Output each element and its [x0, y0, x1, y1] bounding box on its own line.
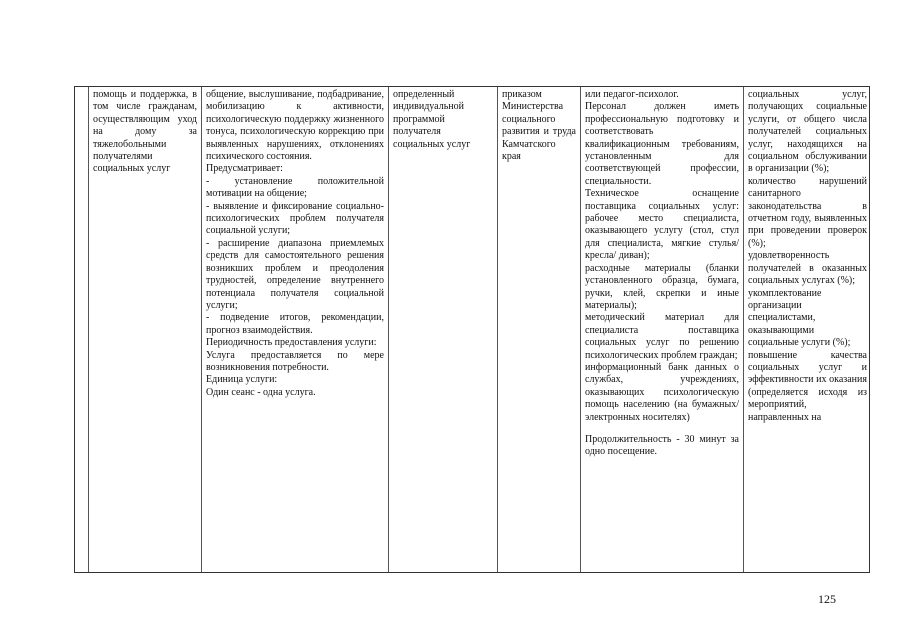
volume-text: определенный индивидуальной программой получателя социальных услуг — [393, 89, 471, 150]
conditions-paragraph: или педагог-психолог. — [585, 89, 679, 100]
service-name-text: помощь и поддержка, в том числе гражданам, осуществляющим уход на дому за тяжелобольными получателями социальных услуг — [93, 89, 197, 175]
indicators-paragraph: количество нарушений санитарного законодательства в отчетном году, выявленных при проведении проверок (%); — [748, 175, 867, 249]
indicators-paragraph: укомплектование организации специалистами, оказывающими социальные услуги (%); — [748, 287, 851, 349]
table-column-service-description — [201, 87, 388, 572]
conditions-paragraph: Продолжительность - 30 минут за одно посещение. — [585, 433, 739, 458]
conditions-paragraph: расходные материалы (бланки установленного образца, бумага, ручки, клей, скрепки и иные материалы); — [585, 262, 739, 311]
table-column-tariff — [497, 87, 580, 572]
description-paragraph: Периодичность предоставления услуги: — [206, 337, 377, 349]
description-paragraph: Предусматривает: — [206, 163, 283, 175]
conditions-paragraph: методический материал для специалиста поставщика социальных услуг по решению психологических проблем граждан; — [585, 312, 739, 361]
indicators-paragraph: социальных услуг, получающих социальные услуги, от общего числа получателей социальных услуг, находящихся на социальном обслуживании в организации (%); — [748, 89, 867, 175]
indicators-paragraph: повышение качества социальных услуг и эффективности их оказания (определяется исходя из мероприятий, направленных на — [748, 349, 867, 423]
table-column-conditions — [580, 87, 743, 572]
conditions-paragraph: Персонал должен иметь профессиональную подготовку и соответствовать квалификационным требованиям, установленным для соответствующей профессии, специальности. — [585, 101, 739, 187]
description-paragraph: Услуга предоставляется по мере возникновения потребности. — [206, 349, 384, 373]
description-paragraph: - подведение итогов, рекомендации, прогноз взаимодействия. — [206, 312, 384, 336]
description-paragraph: - выявление и фиксирование социально-психологических проблем получателя социальной услуги; — [206, 200, 384, 237]
description-paragraph: - расширение диапазона приемлемых средств для самостоятельного решения возникших проблем и преодоления трудностей, определение внутреннего потенциала получателя социальной услуги; — [206, 237, 384, 311]
description-paragraph: Единица услуги: — [206, 374, 278, 386]
indicators-paragraph: удовлетворенность получателей в оказанных социальных услугах (%); — [748, 250, 867, 287]
table-column-volume — [388, 87, 497, 572]
table-column-number — [75, 87, 88, 572]
conditions-paragraph: Техническое оснащение поставщика социальных услуг: рабочее место специалиста, оказывающего услугу (стол, стул для специалиста, мягкие стулья/ кресла/ диван); — [585, 188, 739, 262]
tariff-text: приказом Министерства социального развития и труда Камчатского края — [502, 89, 576, 163]
conditions-paragraph: информационный банк данных о службах, учреждениях, оказывающих психологическую помощь населению (на бумажных/ электронных носителях) — [585, 361, 739, 423]
table-column-service-name — [88, 87, 201, 572]
description-paragraph: Один сеанс - одна услуга. — [206, 386, 316, 398]
table-column-quality-indicators — [743, 87, 871, 572]
page-number: 125 — [818, 592, 836, 606]
description-paragraph: общение, выслушивание, подбадривание, мобилизацию к активности, психологическую поддержку жизненного тонуса, психологическую коррекцию при выявленных нарушениях, отклонениях психического состояния. — [206, 89, 384, 163]
services-table — [74, 86, 870, 573]
description-paragraph: - установление положительной мотивации на общение; — [206, 175, 384, 200]
